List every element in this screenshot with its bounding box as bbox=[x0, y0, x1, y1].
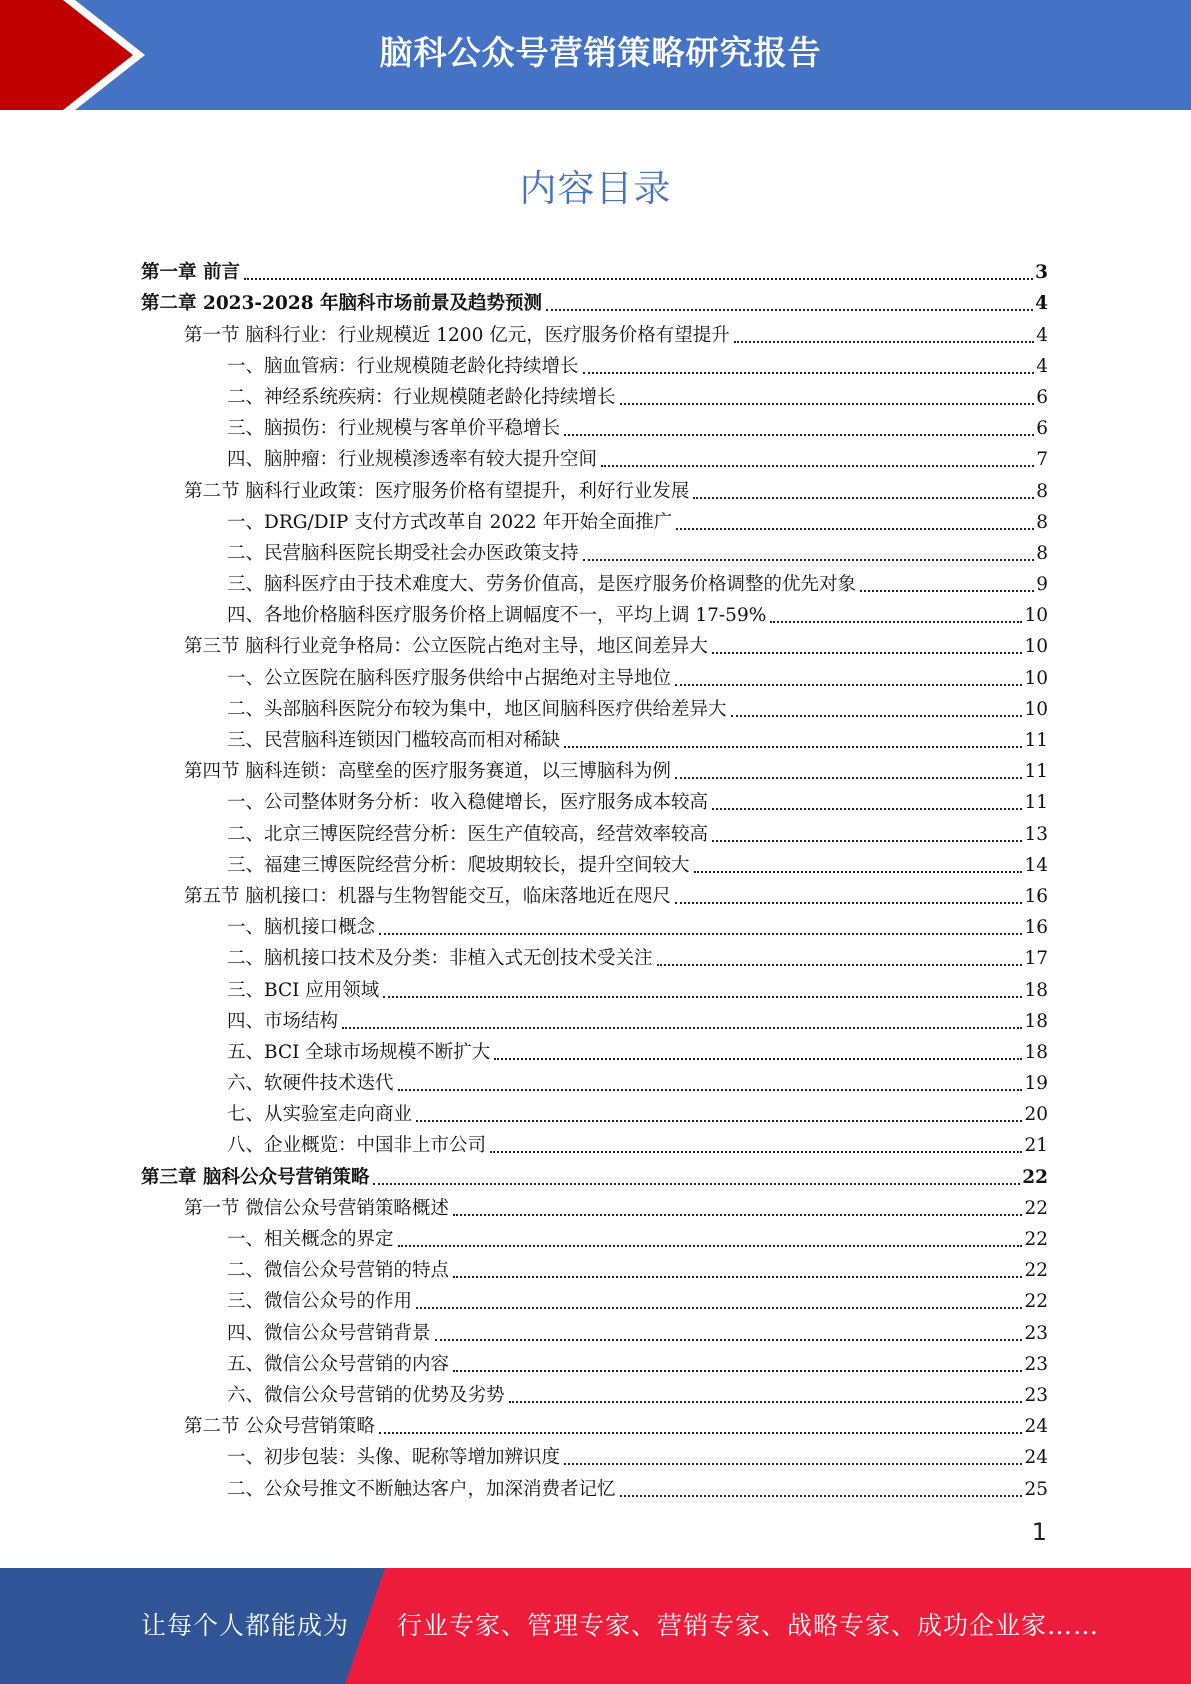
dot-leader bbox=[770, 621, 1022, 623]
toc-entry[interactable] bbox=[141, 1190, 1048, 1221]
toc-entry-title: 三、脑损伤：行业规模与客单价平稳增长 bbox=[227, 418, 561, 440]
dot-leader bbox=[712, 840, 1022, 842]
toc-entry[interactable] bbox=[141, 847, 1048, 878]
toc-entry-title: 一、DRG/DIP 支付方式改革自 2022 年开始全面推广 bbox=[227, 511, 673, 533]
toc-entry[interactable] bbox=[141, 628, 1048, 659]
toc-entry-page: 19 bbox=[1024, 1073, 1048, 1095]
report-title: 脑科公众号营销策略研究报告 bbox=[379, 33, 822, 72]
dot-leader bbox=[583, 559, 1035, 561]
dot-leader bbox=[494, 1058, 1022, 1060]
dot-leader bbox=[435, 1339, 1023, 1341]
dot-leader bbox=[564, 434, 1034, 436]
header-banner bbox=[0, 0, 1191, 110]
toc-entry[interactable] bbox=[141, 1283, 1048, 1314]
toc-entry-title: 一、公司整体财务分析：收入稳健增长，医疗服务成本较高 bbox=[227, 792, 709, 814]
dot-leader bbox=[731, 715, 1023, 717]
page-number: 1 bbox=[1031, 1518, 1047, 1546]
toc-entry-title: 二、神经系统疾病：行业规模随老龄化持续增长 bbox=[227, 386, 616, 408]
toc-entry[interactable] bbox=[141, 1065, 1048, 1096]
toc-entry-page: 22 bbox=[1024, 1229, 1048, 1250]
dot-leader bbox=[601, 465, 1034, 467]
toc-entry[interactable] bbox=[141, 1127, 1048, 1158]
toc-entry[interactable] bbox=[141, 691, 1048, 722]
dot-leader bbox=[453, 1276, 1022, 1278]
dot-leader bbox=[620, 403, 1035, 405]
toc-entry-page: 4 bbox=[1036, 355, 1048, 377]
toc-entry[interactable] bbox=[141, 940, 1048, 971]
toc-entry-title: 第二节 公众号营销策略 bbox=[184, 1416, 375, 1438]
dot-leader bbox=[734, 341, 1034, 343]
toc-entry[interactable] bbox=[141, 1158, 1048, 1189]
toc-entry-title: 四、脑肿瘤：行业规模渗透率有较大提升空间 bbox=[227, 449, 598, 471]
toc-entry-title: 一、脑血管病：行业规模随老龄化持续增长 bbox=[227, 355, 579, 377]
toc-heading: 内容目录 bbox=[519, 167, 672, 210]
toc-entry-title: 四、微信公众号营销背景 bbox=[227, 1322, 431, 1344]
toc-entry-title: 第五节 脑机接口：机器与生物智能交互，临床落地近在咫尺 bbox=[184, 885, 671, 907]
toc-entry-title: 二、民营脑科医院长期受社会办医政策支持 bbox=[227, 542, 579, 564]
dot-leader bbox=[416, 1120, 1022, 1122]
toc-entry-page: 18 bbox=[1024, 1010, 1048, 1032]
toc-entry-page: 11 bbox=[1024, 792, 1048, 814]
toc-entry-page: 8 bbox=[1036, 511, 1048, 533]
toc-entry-title: 三、脑科医疗由于技术难度大、劳务价值高，是医疗服务价格调整的优先对象 bbox=[227, 574, 857, 596]
toc-entry[interactable] bbox=[141, 504, 1048, 535]
dot-leader bbox=[564, 746, 1022, 748]
toc-entry[interactable] bbox=[141, 566, 1048, 597]
footer-slogan-right: 行业专家、管理专家、营销专家、战略专家、成功企业家…… bbox=[397, 1611, 1100, 1640]
toc-entry-title: 第二节 脑科行业政策：医疗服务价格有望提升，利好行业发展 bbox=[184, 480, 690, 502]
toc-entry[interactable] bbox=[141, 971, 1048, 1002]
dot-leader bbox=[693, 497, 1034, 499]
toc-entry-title: 第三章 脑科公众号营销策略 bbox=[141, 1166, 370, 1188]
toc-entry[interactable] bbox=[141, 722, 1048, 753]
toc-entry-page: 4 bbox=[1036, 324, 1048, 346]
dot-leader bbox=[546, 309, 1033, 311]
toc-entry[interactable] bbox=[141, 878, 1048, 909]
toc-entry[interactable] bbox=[141, 254, 1048, 285]
toc-entry-title: 八、企业概览：中国非上市公司 bbox=[227, 1135, 487, 1157]
toc-entry-page: 9 bbox=[1036, 574, 1048, 596]
footer-slogan-left: 让每个人都能成为 bbox=[141, 1611, 350, 1640]
dot-leader bbox=[342, 1027, 1022, 1029]
toc-entry-page: 8 bbox=[1036, 542, 1048, 564]
toc-entry-title: 三、民营脑科连锁因门槛较高而相对稀缺 bbox=[227, 730, 561, 751]
toc-entry-title: 二、北京三博医院经营分析：医生产值较高，经营效率较高 bbox=[227, 823, 709, 845]
dot-leader bbox=[712, 808, 1022, 810]
dot-leader bbox=[379, 933, 1022, 935]
dot-leader bbox=[675, 902, 1023, 904]
dot-leader bbox=[657, 964, 1023, 966]
toc-entry-title: 一、相关概念的界定 bbox=[227, 1229, 394, 1250]
toc-entry-page: 22 bbox=[1024, 1291, 1048, 1313]
toc-entry-title: 第一节 微信公众号营销策略概述 bbox=[184, 1197, 449, 1219]
toc-entry[interactable] bbox=[141, 753, 1048, 784]
toc-entry-page: 16 bbox=[1024, 917, 1048, 939]
toc-entry[interactable] bbox=[141, 1221, 1048, 1252]
toc-entry-page: 14 bbox=[1024, 854, 1048, 876]
toc-entry[interactable] bbox=[141, 1096, 1048, 1127]
dot-leader bbox=[373, 1183, 1020, 1185]
toc-entry[interactable] bbox=[141, 285, 1048, 316]
dot-leader bbox=[490, 1151, 1022, 1153]
toc-entry-title: 六、软硬件技术迭代 bbox=[227, 1073, 394, 1095]
dot-leader bbox=[453, 1370, 1022, 1372]
dot-leader bbox=[694, 871, 1023, 873]
toc-entry-title: 第三节 脑科行业竞争格局：公立医院占绝对主导，地区间差异大 bbox=[184, 636, 708, 658]
toc-entry[interactable] bbox=[141, 659, 1048, 690]
table-of-contents bbox=[141, 254, 1048, 1502]
toc-entry-title: 六、微信公众号营销的优势及劣势 bbox=[227, 1384, 505, 1406]
dot-leader bbox=[675, 777, 1023, 779]
toc-entry-title: 第二章 2023-2028 年脑科市场前景及趋势预测 bbox=[141, 293, 543, 315]
toc-entry[interactable] bbox=[141, 1377, 1048, 1408]
toc-entry[interactable] bbox=[141, 597, 1048, 628]
toc-entry-title: 三、BCI 应用领域 bbox=[227, 979, 380, 1001]
dot-leader bbox=[676, 528, 1034, 530]
toc-entry[interactable] bbox=[141, 441, 1048, 472]
dot-leader bbox=[583, 372, 1035, 374]
toc-entry[interactable] bbox=[141, 1439, 1048, 1470]
toc-entry-title: 二、脑机接口技术及分类：非植入式无创技术受关注 bbox=[227, 948, 653, 970]
footer-banner bbox=[0, 1568, 1191, 1684]
toc-entry-page: 4 bbox=[1035, 293, 1048, 315]
toc-entry-title: 五、微信公众号营销的内容 bbox=[227, 1353, 450, 1375]
toc-entry-title: 三、微信公众号的作用 bbox=[227, 1291, 413, 1313]
toc-entry-page: 23 bbox=[1024, 1322, 1048, 1344]
toc-entry[interactable] bbox=[141, 1408, 1048, 1439]
toc-entry-page: 23 bbox=[1024, 1353, 1048, 1375]
toc-entry-page: 23 bbox=[1024, 1384, 1048, 1406]
toc-entry-title: 一、公立医院在脑科医疗服务供给中占据绝对主导地位 bbox=[227, 667, 672, 689]
toc-entry[interactable] bbox=[141, 1252, 1048, 1283]
toc-entry-title: 一、初步包装：头像、昵称等增加辨识度 bbox=[227, 1447, 561, 1469]
toc-entry-page: 7 bbox=[1036, 449, 1048, 471]
toc-entry[interactable] bbox=[141, 1314, 1048, 1345]
dot-leader bbox=[620, 1495, 1023, 1497]
toc-entry[interactable] bbox=[141, 535, 1048, 566]
toc-entry[interactable] bbox=[141, 784, 1048, 815]
toc-entry-title: 二、微信公众号营销的特点 bbox=[227, 1260, 450, 1282]
dot-leader bbox=[509, 1401, 1023, 1403]
toc-entry[interactable] bbox=[141, 379, 1048, 410]
toc-entry-page: 20 bbox=[1024, 1104, 1048, 1126]
toc-entry-page: 18 bbox=[1024, 1041, 1048, 1063]
toc-entry-title: 第一章 前言 bbox=[141, 262, 240, 284]
toc-entry-title: 四、市场结构 bbox=[227, 1010, 339, 1032]
dot-leader bbox=[379, 1432, 1023, 1434]
toc-entry-page: 22 bbox=[1022, 1166, 1048, 1188]
toc-entry-page: 16 bbox=[1024, 885, 1048, 907]
toc-entry-page: 8 bbox=[1036, 480, 1048, 502]
dot-leader bbox=[860, 590, 1034, 592]
toc-entry-page: 18 bbox=[1024, 979, 1048, 1001]
toc-entry-page: 11 bbox=[1024, 761, 1048, 783]
dot-leader bbox=[564, 1463, 1022, 1465]
toc-entry-page: 11 bbox=[1024, 730, 1048, 751]
dot-leader bbox=[712, 652, 1023, 654]
toc-entry[interactable] bbox=[141, 410, 1048, 441]
toc-entry-title: 三、福建三博医院经营分析：爬坡期较长，提升空间较大 bbox=[227, 854, 690, 876]
toc-entry-title: 一、脑机接口概念 bbox=[227, 917, 376, 939]
dot-leader bbox=[453, 1214, 1023, 1216]
dot-leader bbox=[675, 684, 1022, 686]
toc-entry-page: 22 bbox=[1024, 1260, 1048, 1282]
toc-entry-title: 七、从实验室走向商业 bbox=[227, 1104, 413, 1126]
toc-entry[interactable] bbox=[141, 1003, 1048, 1034]
dot-leader bbox=[398, 1245, 1023, 1247]
toc-entry[interactable] bbox=[141, 316, 1048, 347]
toc-entry-page: 10 bbox=[1024, 667, 1048, 689]
dot-leader bbox=[383, 996, 1022, 998]
toc-entry-title: 二、公众号推文不断触达客户，加深消费者记忆 bbox=[227, 1478, 616, 1500]
toc-entry-title: 二、头部脑科医院分布较为集中，地区间脑科医疗供给差异大 bbox=[227, 698, 727, 720]
toc-entry-page: 22 bbox=[1024, 1197, 1048, 1219]
toc-entry-page: 17 bbox=[1024, 948, 1048, 970]
dot-leader bbox=[416, 1307, 1022, 1309]
toc-entry-page: 13 bbox=[1024, 823, 1048, 845]
toc-entry-title: 第一节 脑科行业：行业规模近 1200 亿元，医疗服务价格有望提升 bbox=[184, 324, 730, 346]
toc-entry-page: 10 bbox=[1024, 636, 1048, 658]
toc-entry-page: 6 bbox=[1036, 418, 1048, 440]
toc-entry[interactable] bbox=[141, 1034, 1048, 1065]
toc-entry-page: 25 bbox=[1024, 1478, 1048, 1500]
toc-entry-page: 21 bbox=[1024, 1135, 1048, 1157]
dot-leader bbox=[398, 1089, 1023, 1091]
toc-entry-page: 6 bbox=[1036, 386, 1048, 408]
toc-entry-page: 24 bbox=[1024, 1447, 1048, 1469]
toc-entry[interactable] bbox=[141, 472, 1048, 503]
toc-entry-page: 24 bbox=[1024, 1416, 1048, 1438]
toc-entry-title: 五、BCI 全球市场规模不断扩大 bbox=[227, 1041, 491, 1063]
toc-entry-title: 四、各地价格脑科医疗服务价格上调幅度不一，平均上调 17-59% bbox=[227, 605, 767, 627]
toc-entry-title: 第四节 脑科连锁：高壁垒的医疗服务赛道，以三博脑科为例 bbox=[184, 761, 671, 783]
toc-entry-page: 10 bbox=[1024, 605, 1048, 627]
toc-entry-page: 10 bbox=[1024, 698, 1048, 720]
toc-entry[interactable] bbox=[141, 348, 1048, 379]
dot-leader bbox=[244, 278, 1033, 280]
toc-entry[interactable] bbox=[141, 815, 1048, 846]
toc-entry[interactable] bbox=[141, 1470, 1048, 1501]
toc-entry-page: 3 bbox=[1035, 262, 1048, 284]
toc-entry[interactable] bbox=[141, 1346, 1048, 1377]
toc-entry[interactable] bbox=[141, 909, 1048, 940]
